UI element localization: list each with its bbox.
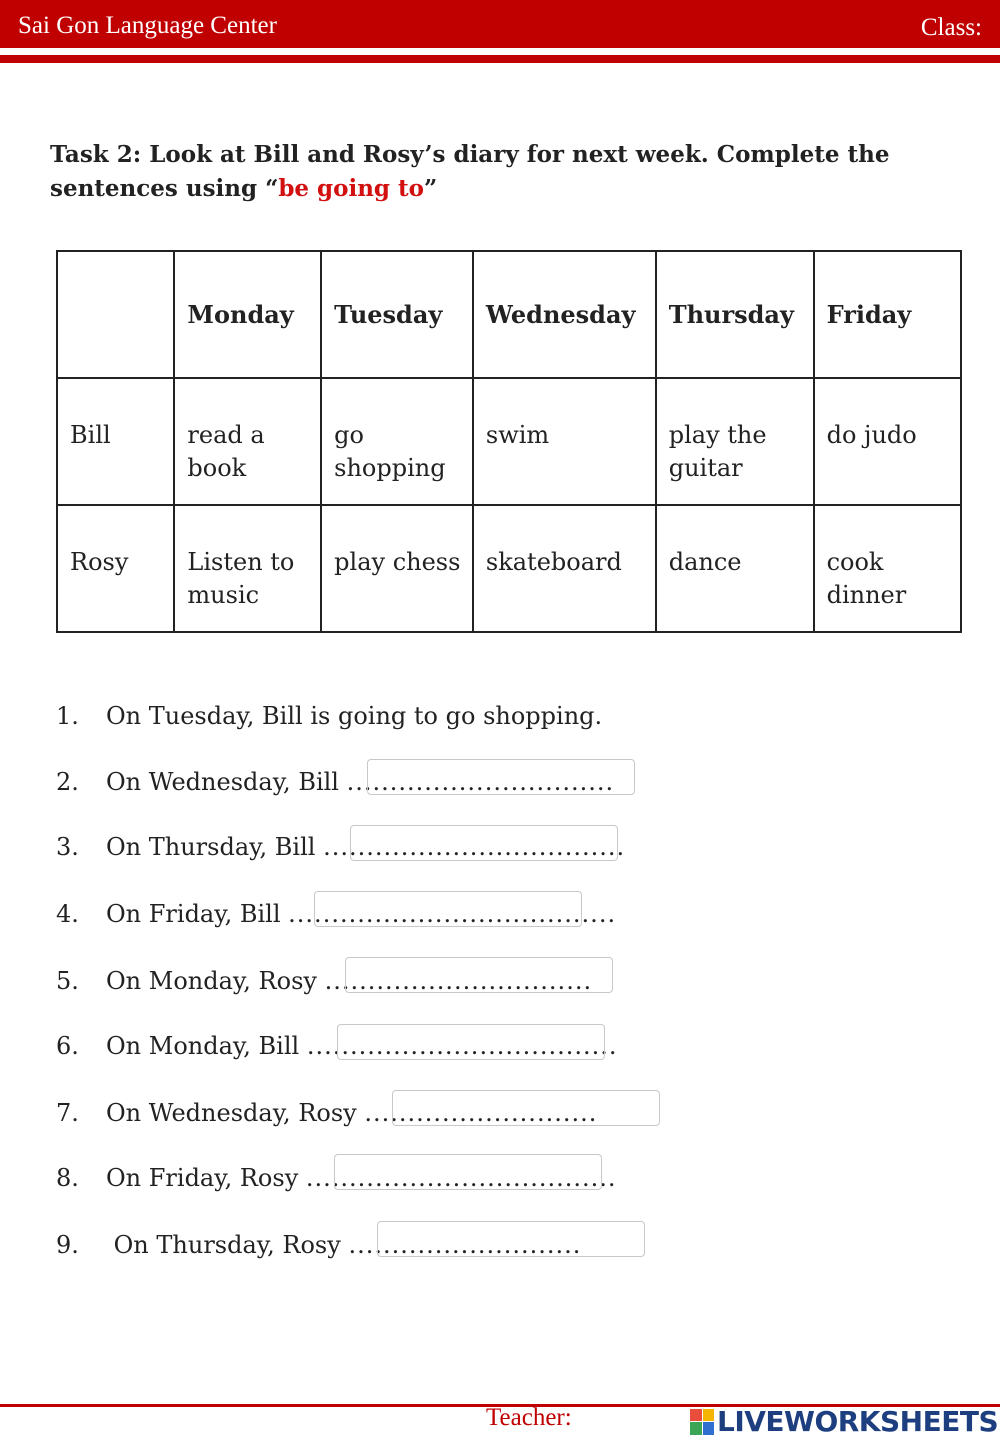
answer-input-3[interactable] (350, 825, 618, 861)
answer-dots: ............................... (324, 967, 593, 995)
table-header-cell: Wednesday (473, 251, 656, 378)
question-item (56, 702, 602, 730)
center-name: Sai Gon Language Center (18, 12, 277, 39)
table-header-cell: Thursday (656, 251, 814, 378)
question-text: On Thursday, Rosy (106, 1231, 341, 1259)
question-number: 4. (56, 900, 79, 928)
table-cell: skateboard (473, 505, 656, 632)
table-cell: Rosy (57, 505, 174, 632)
question-number: 6. (56, 1032, 79, 1060)
answer-dots: .................................... (305, 1164, 617, 1192)
teacher-label: Teacher: (486, 1404, 572, 1431)
question-number: 8. (56, 1164, 79, 1192)
table-cell: Bill (57, 378, 174, 505)
question-number: 2. (56, 768, 79, 796)
answer-input-5[interactable] (345, 957, 613, 993)
task-suffix: ” (424, 175, 438, 202)
answer-input-2[interactable] (367, 759, 635, 795)
answer-input-6[interactable] (337, 1024, 605, 1060)
task-highlight: be going to (278, 175, 424, 202)
answer-dots: ........................... (364, 1099, 598, 1127)
table-header-cell: Monday (174, 251, 321, 378)
table-cell: cook dinner (814, 505, 961, 632)
table-header-cell: Tuesday (321, 251, 473, 378)
task-text: Task 2: Look at Bill and Rosy’s diary for next week. Complete the sentences using “ (50, 141, 890, 202)
answer-dots: .................................... (306, 1032, 618, 1060)
question-number: 9. (56, 1231, 79, 1259)
answer-dots: ........................... (348, 1231, 582, 1259)
class-label: Class: (920, 14, 982, 41)
answer-input-9[interactable] (377, 1221, 645, 1257)
question-text: On Friday, Bill (106, 900, 281, 928)
table-row (57, 378, 961, 505)
table-row (57, 505, 961, 632)
question-text: On Wednesday, Rosy (106, 1099, 357, 1127)
answer-dots: ............................... (346, 768, 615, 796)
table-cell: do judo (814, 378, 961, 505)
table-header-row (57, 251, 961, 378)
table-cell: swim (473, 378, 656, 505)
header-bar (0, 0, 1000, 48)
task-instruction (50, 138, 970, 206)
question-number: 3. (56, 833, 79, 861)
table-cell: dance (656, 505, 814, 632)
question-text: On Thursday, Bill (106, 833, 316, 861)
table-cell: play the guitar (656, 378, 814, 505)
liveworksheets-logo-icon (690, 1409, 714, 1435)
question-text: On Monday, Rosy (106, 967, 317, 995)
table-cell: Listen to music (174, 505, 321, 632)
question-number: 5. (56, 967, 79, 995)
question-text: On Friday, Rosy (106, 1164, 299, 1192)
table-cell: read a book (174, 378, 321, 505)
question-number: 1. (56, 702, 79, 730)
table-header-cell (57, 251, 174, 378)
question-number: 7. (56, 1099, 79, 1127)
question-text: On Monday, Bill (106, 1032, 300, 1060)
answer-dots: ................................... (323, 833, 626, 861)
logo-text: LIVEWORKSHEETS (717, 1405, 999, 1438)
question-text: On Tuesday, Bill is going to go shopping. (106, 702, 603, 730)
answer-dots: ...................................... (288, 900, 617, 928)
question-text: On Wednesday, Bill (106, 768, 339, 796)
answer-input-4[interactable] (314, 891, 582, 927)
table-cell: play chess (321, 505, 473, 632)
diary-table (56, 250, 962, 633)
answer-input-7[interactable] (392, 1090, 660, 1126)
header-divider (0, 55, 1000, 63)
liveworksheets-logo[interactable] (690, 1405, 998, 1438)
table-header-cell: Friday (814, 251, 961, 378)
answer-input-8[interactable] (334, 1154, 602, 1190)
table-cell: go shopping (321, 378, 473, 505)
